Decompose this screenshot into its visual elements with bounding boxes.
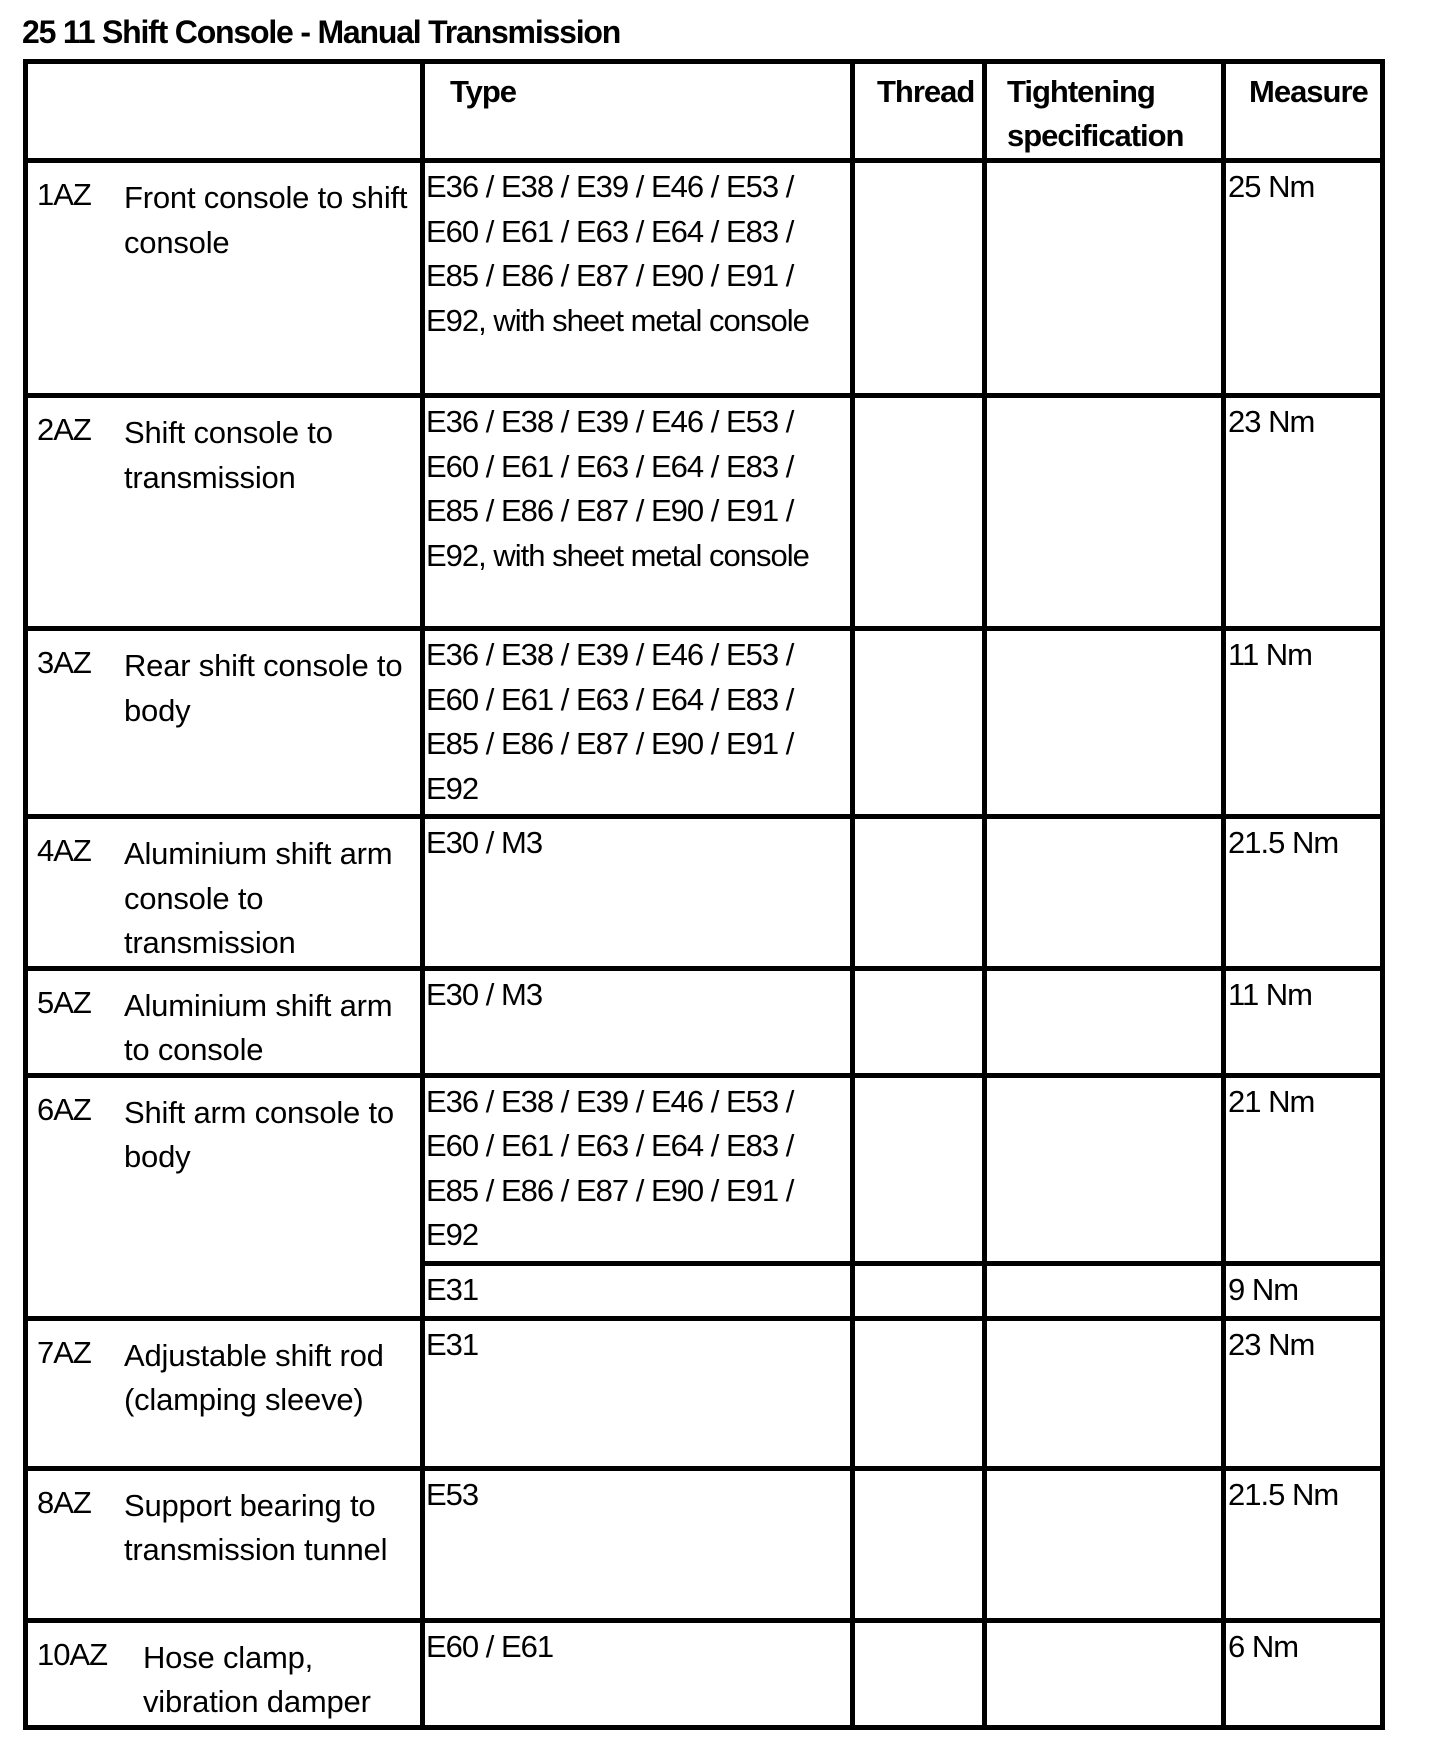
type-cell: E36 / E38 / E39 / E46 / E53 / E60 / E61 / E63 / E64 / E83 / E85 / E86 / E87 / E90 / E91 / E92, with sheet metal console [423, 161, 853, 396]
table-row [26, 629, 1383, 817]
measure-cell: 23 Nm [1224, 1318, 1383, 1468]
type-cell: E30 / M3 [423, 968, 853, 1075]
item-description: Shift arm console to body [124, 1094, 394, 1174]
measure-cell: 9 Nm [1224, 1263, 1383, 1318]
item-cell [26, 1318, 423, 1468]
item-description: Support bearing to transmission tunnel [124, 1487, 388, 1567]
item-description: Shift console to transmission [124, 415, 333, 495]
item-cell [26, 396, 423, 629]
thread-cell [853, 1075, 985, 1263]
item-cell [26, 629, 423, 817]
table-row [26, 1075, 1383, 1263]
type-cell: E30 / M3 [423, 817, 853, 969]
measure-cell: 23 Nm [1224, 396, 1383, 629]
item-cell [26, 968, 423, 1075]
header-thread: Thread [853, 62, 985, 161]
type-cell: E36 / E38 / E39 / E46 / E53 / E60 / E61 / E63 / E64 / E83 / E85 / E86 / E87 / E90 / E91 / E92, with sheet metal console [423, 396, 853, 629]
table-row [26, 1318, 1383, 1468]
thread-cell [853, 968, 985, 1075]
item-description: Rear shift console to body [124, 648, 403, 728]
table-header-row [26, 62, 1383, 161]
tightening-spec-cell [985, 161, 1224, 396]
tightening-spec-cell [985, 1075, 1224, 1263]
thread-cell [853, 817, 985, 969]
item-code: 1AZ [37, 177, 91, 212]
thread-cell [853, 629, 985, 817]
item-code: 8AZ [37, 1484, 91, 1520]
thread-cell [853, 396, 985, 629]
item-cell [26, 1620, 423, 1727]
type-cell: E60 / E61 [423, 1620, 853, 1727]
thread-cell [853, 1318, 985, 1468]
item-description: Front console to shift console [124, 180, 408, 260]
item-cell [26, 1468, 423, 1620]
item-cell [26, 817, 423, 969]
type-cell: E36 / E38 / E39 / E46 / E53 / E60 / E61 / E63 / E64 / E83 / E85 / E86 / E87 / E90 / E91 / E92 [423, 629, 853, 817]
tightening-spec-cell [985, 1263, 1224, 1318]
tightening-spec-cell [985, 1620, 1224, 1727]
thread-cell [853, 161, 985, 396]
item-code: 6AZ [37, 1091, 91, 1127]
thread-cell [853, 1468, 985, 1620]
tightening-spec-cell [985, 817, 1224, 969]
measure-cell: 21.5 Nm [1224, 1468, 1383, 1620]
tightening-spec-cell [985, 1468, 1224, 1620]
table-row [26, 817, 1383, 969]
item-code: 7AZ [37, 1334, 91, 1370]
thread-cell [853, 1620, 985, 1727]
header-item [26, 62, 423, 161]
item-description: Adjustable shift rod (clamping sleeve) [124, 1337, 384, 1417]
measure-cell: 11 Nm [1224, 629, 1383, 817]
measure-cell: 21.5 Nm [1224, 817, 1383, 969]
item-code: 2AZ [37, 412, 91, 447]
table-row [26, 396, 1383, 629]
tightening-spec-cell [985, 968, 1224, 1075]
torque-spec-table [23, 59, 1385, 1730]
table-row [26, 1620, 1383, 1727]
document-title: 25 11 Shift Console - Manual Transmission [22, 14, 621, 50]
tightening-spec-cell [985, 1318, 1224, 1468]
type-cell: E36 / E38 / E39 / E46 / E53 / E60 / E61 / E63 / E64 / E83 / E85 / E86 / E87 / E90 / E91 / E92 [423, 1075, 853, 1263]
tightening-spec-cell [985, 629, 1224, 817]
item-code: 3AZ [37, 645, 91, 680]
measure-cell: 6 Nm [1224, 1620, 1383, 1727]
type-cell: E31 [423, 1318, 853, 1468]
measure-cell: 25 Nm [1224, 161, 1383, 396]
item-cell [26, 1075, 423, 1318]
table-row [26, 968, 1383, 1075]
table-row [26, 1468, 1383, 1620]
header-tightening-specification: Tightening specification [985, 62, 1224, 161]
header-type: Type [423, 62, 853, 161]
item-code: 5AZ [37, 984, 91, 1020]
table-row [26, 161, 1383, 396]
item-description: Aluminium shift arm console to transmission [124, 836, 393, 960]
type-cell: E53 [423, 1468, 853, 1620]
item-cell [26, 161, 423, 396]
item-code: 10AZ [37, 1636, 108, 1672]
item-code: 4AZ [37, 833, 91, 868]
type-cell: E31 [423, 1263, 853, 1318]
thread-cell [853, 1263, 985, 1318]
header-measure: Measure [1224, 62, 1383, 161]
tightening-spec-cell [985, 396, 1224, 629]
measure-cell: 11 Nm [1224, 968, 1383, 1075]
item-description: Hose clamp, vibration damper [143, 1639, 371, 1719]
item-description: Aluminium shift arm to console [124, 987, 393, 1067]
measure-cell: 21 Nm [1224, 1075, 1383, 1263]
